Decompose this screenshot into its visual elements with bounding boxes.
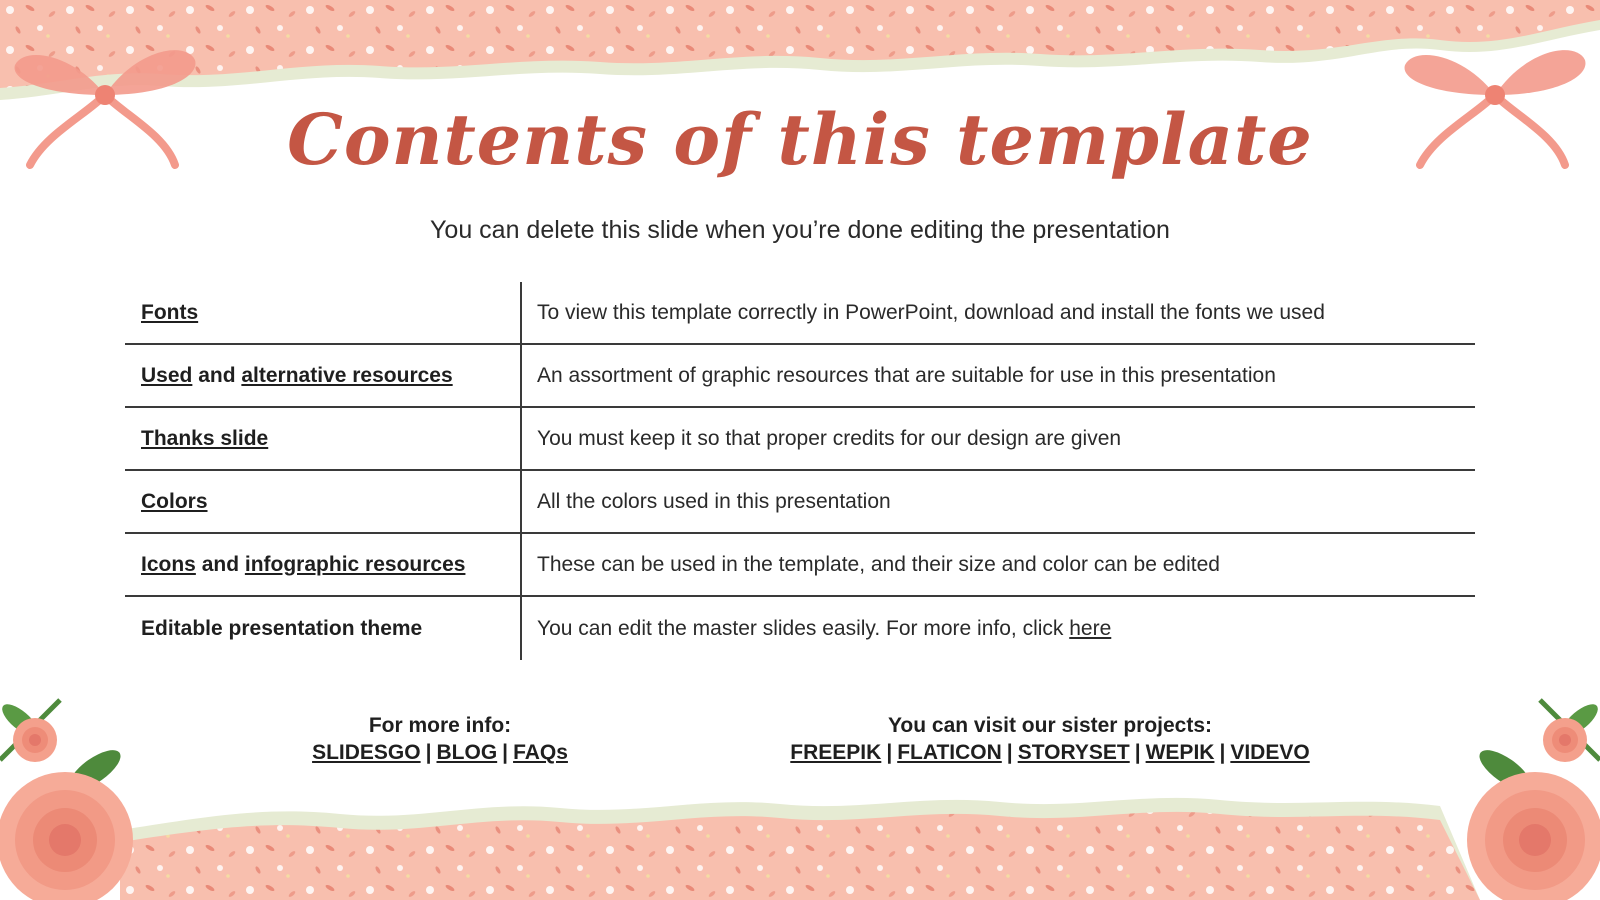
thanks-slide-link[interactable]: Thanks slide	[141, 426, 269, 450]
storyset-link[interactable]: STORYSET	[1017, 741, 1130, 764]
contents-table	[125, 282, 1475, 660]
link-separator: |	[1134, 741, 1141, 764]
more-info-block	[300, 712, 580, 766]
row-title-cell	[125, 282, 522, 343]
row-description-cell	[522, 282, 1475, 343]
sister-projects-label: You can visit our sister projects:	[887, 714, 1213, 737]
colors-link[interactable]: Colors	[141, 489, 208, 513]
more-info-label: For more info:	[368, 714, 512, 737]
link-separator: |	[886, 741, 893, 764]
used-link[interactable]: Used	[141, 363, 193, 387]
row-title-cell	[125, 534, 522, 595]
text-segment: You must keep it so that proper credits for our design are given	[537, 426, 1122, 450]
slide-subtitle: You can delete this slide when you’re done editing the presentation	[430, 216, 1170, 244]
table-row	[125, 408, 1475, 471]
roses-right	[1467, 699, 1600, 900]
sister-projects-block	[770, 712, 1330, 766]
table-row	[125, 282, 1475, 345]
text-segment: These can be used in the template, and their size and color can be edited	[537, 552, 1220, 576]
row-description-cell	[522, 597, 1475, 660]
row-description-cell	[522, 408, 1475, 469]
row-title-cell	[125, 471, 522, 532]
row-title-cell	[125, 345, 522, 406]
more-info-links	[300, 739, 580, 766]
videvo-link[interactable]: VIDEVO	[1230, 741, 1310, 764]
wepik-link[interactable]: WEPIK	[1145, 741, 1215, 764]
row-description-cell	[522, 534, 1475, 595]
text-segment: and	[195, 552, 245, 576]
fonts-link[interactable]: Fonts	[141, 300, 199, 324]
table-row	[125, 534, 1475, 597]
freepik-link[interactable]: FREEPIK	[790, 741, 882, 764]
sister-projects-links	[770, 739, 1330, 766]
row-title-cell	[125, 408, 522, 469]
row-description-cell	[522, 345, 1475, 406]
table-row	[125, 471, 1475, 534]
text-segment: An assortment of graphic resources that are suitable for use in this presentation	[537, 363, 1276, 387]
row-title-cell	[125, 597, 522, 660]
text-segment: To view this template correctly in PowerPoint, download and install the fonts we used	[537, 300, 1325, 324]
link-separator: |	[1006, 741, 1013, 764]
roses-left	[0, 699, 133, 900]
table-row	[125, 345, 1475, 408]
text-segment: All the colors used in this presentation	[537, 489, 891, 513]
link-separator: |	[502, 741, 509, 764]
slidesgo-link[interactable]: SLIDESGO	[312, 741, 421, 764]
infographic-resources-link[interactable]: infographic resources	[244, 552, 466, 576]
blog-link[interactable]: BLOG	[436, 741, 498, 764]
icons-link[interactable]: Icons	[141, 552, 196, 576]
slide-title: Contents of this template	[287, 98, 1313, 181]
link-separator: |	[425, 741, 432, 764]
row-description-cell	[522, 471, 1475, 532]
table-row	[125, 597, 1475, 660]
faqs-link[interactable]: FAQs	[513, 741, 568, 764]
text-segment: and	[192, 363, 242, 387]
flaticon-link[interactable]: FLATICON	[897, 741, 1002, 764]
text-segment: Editable presentation theme	[141, 616, 423, 640]
link-separator: |	[1219, 741, 1226, 764]
here-link[interactable]: here	[1069, 616, 1112, 640]
text-segment: You can edit the master slides easily. For more info, click	[537, 616, 1070, 640]
alternative-resources-link[interactable]: alternative resources	[241, 363, 453, 387]
